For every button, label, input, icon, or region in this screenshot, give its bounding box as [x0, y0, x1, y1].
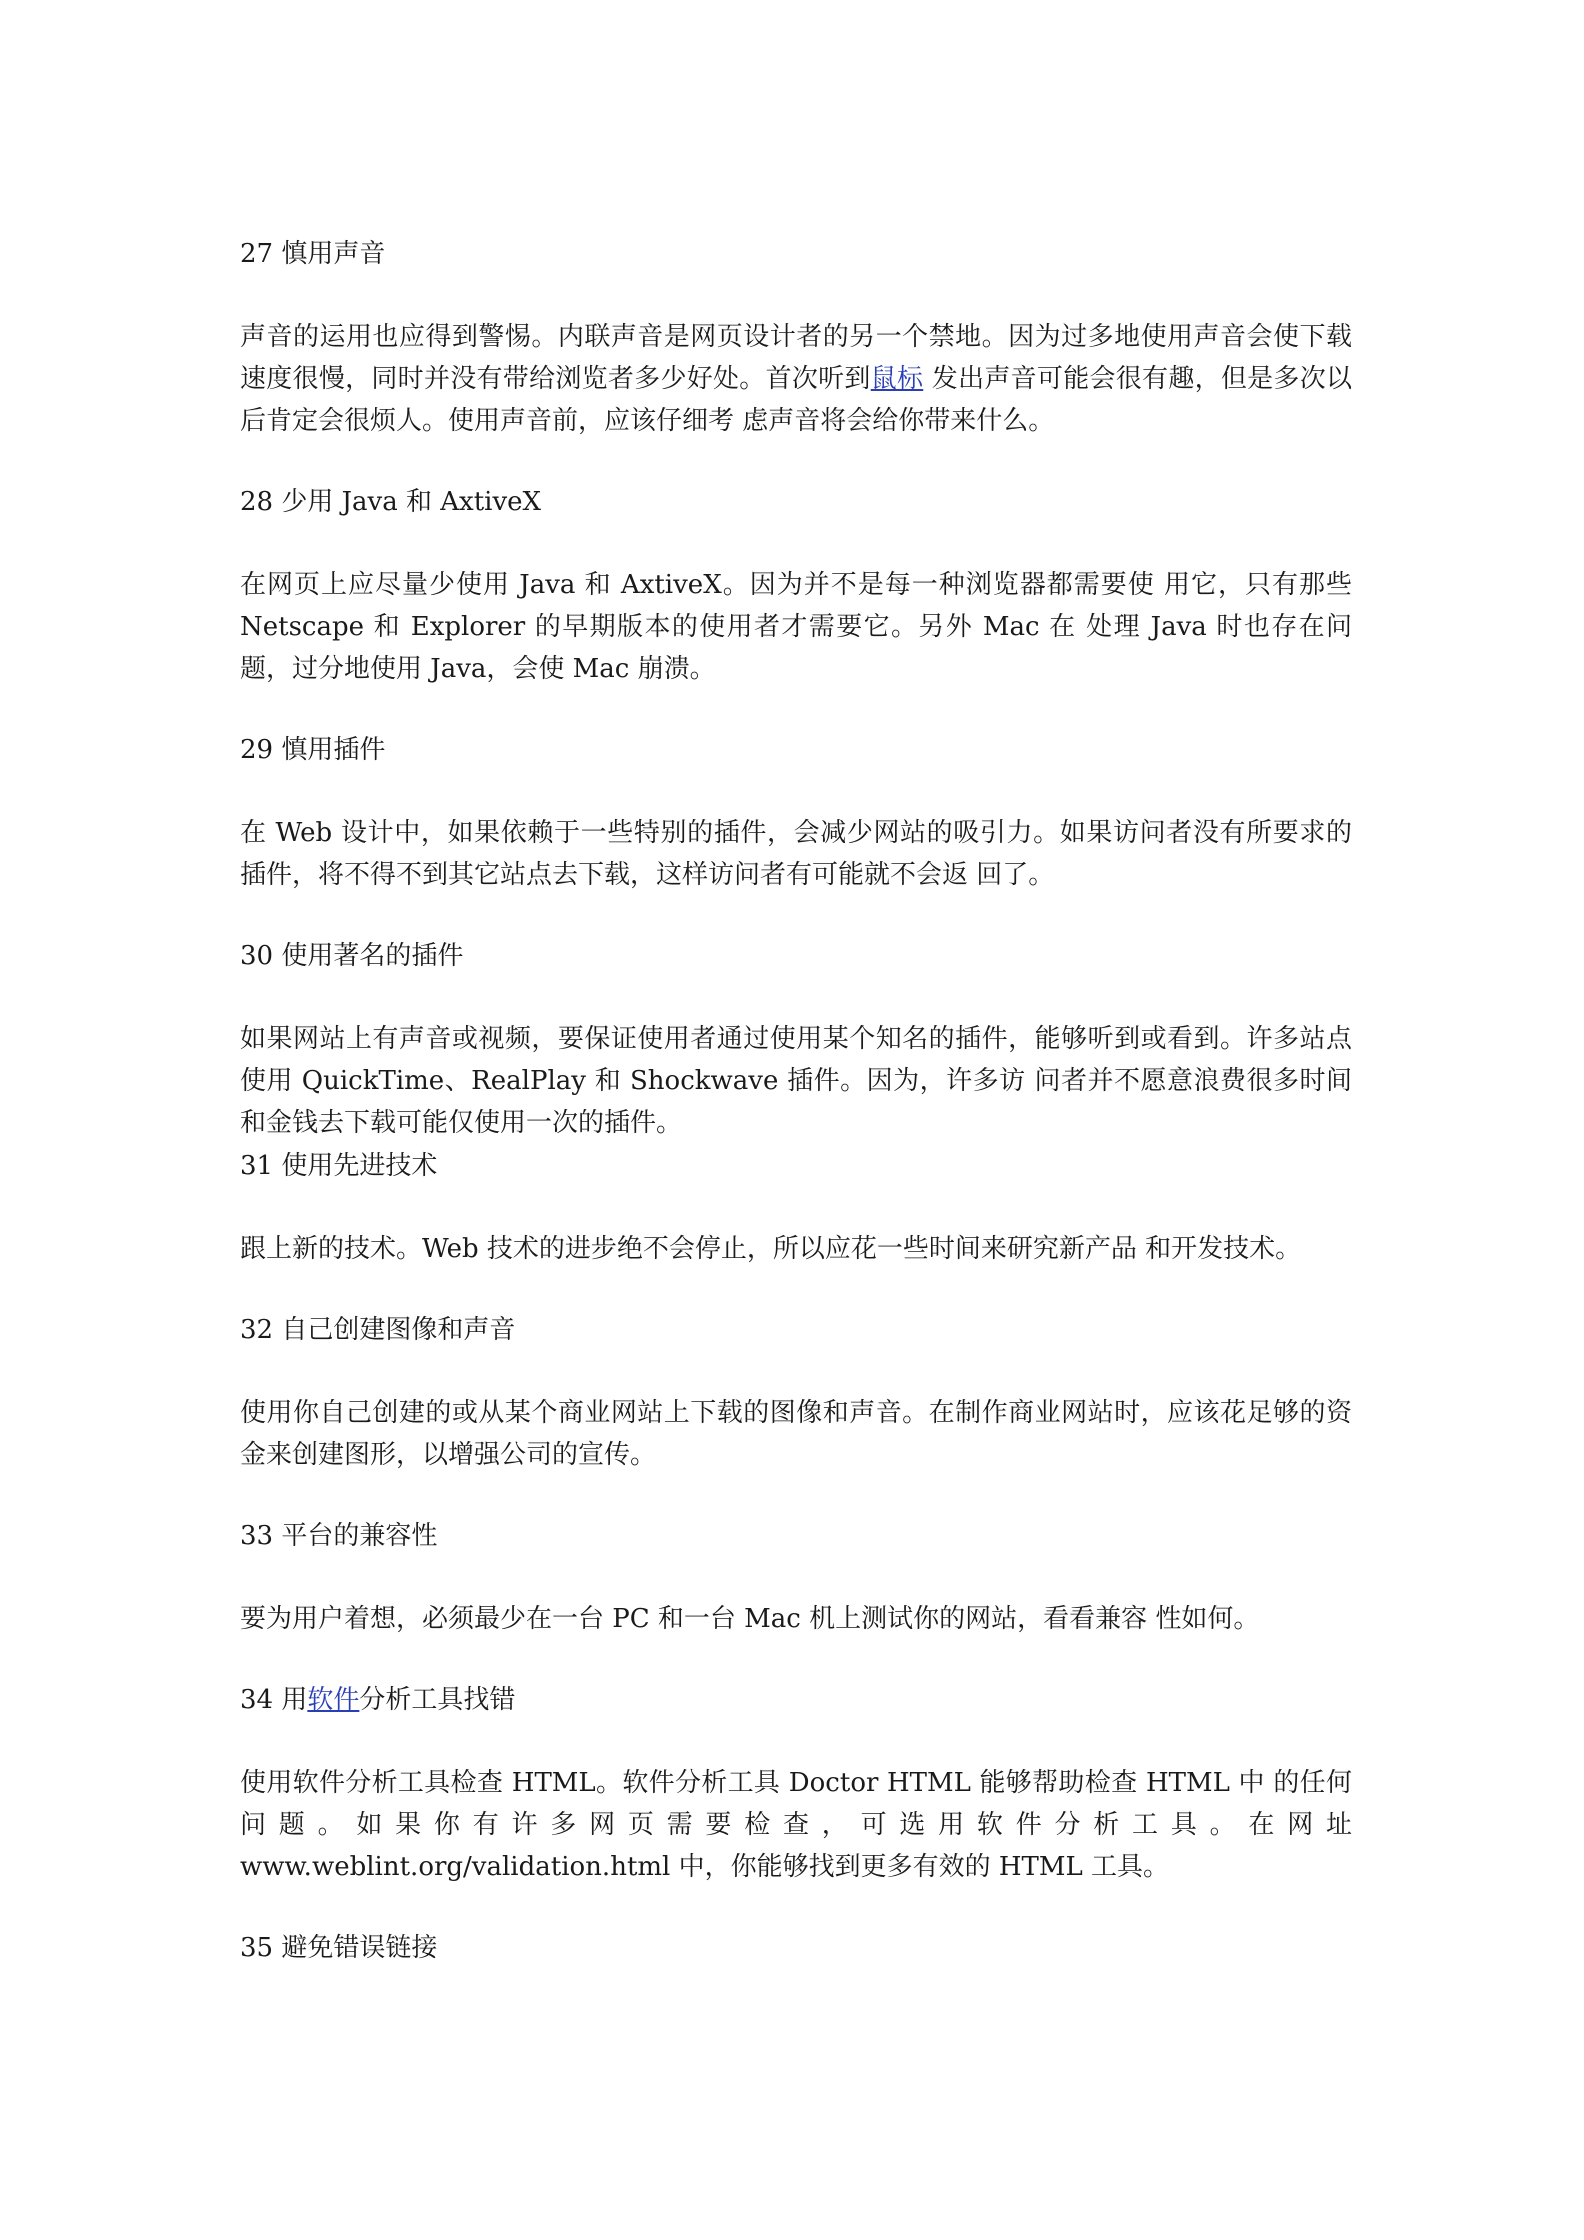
section-heading-33: 33 平台的兼容性	[240, 1521, 438, 1551]
heading-text: 34 用	[240, 1685, 308, 1715]
section-heading-30: 30 使用著名的插件	[240, 941, 464, 971]
section-heading-34	[240, 1678, 1352, 1722]
mouse-link[interactable]: 鼠标	[870, 364, 924, 394]
section-body-30: 如果网站上有声音或视频，要保证使用者通过使用某个知名的插件，能够听到或看到。许多站点使用 QuickTime、RealPlay 和 Shockwave 插件。因为，许多访 问者并不愿意浪费很多时间和金钱去下载可能仅使用一次的插件。	[240, 1024, 1352, 1138]
section-heading-31: 31 使用先进技术	[240, 1151, 438, 1181]
document-page	[240, 232, 1352, 1970]
section-body-28: 在网页上应尽量少使用 Java 和 AxtiveX。因为并不是每一种浏览器都需要使 用它，只有那些 Netscape 和 Explorer 的早期版本的使用者才需要它。另外 Mac 在 处理 Java 时也存在问题，过分地使用 Java，会使 Mac 崩溃。	[240, 570, 1352, 684]
section-heading-35: 35 避免错误链接	[240, 1933, 438, 1963]
body-text: 声音的运用也应得到警惕。内联声音是网页设计者的另一个禁地。因为过多地使用声音会使下载速度很慢，同时并没有带给浏览者多少好处。首次听到	[240, 322, 1352, 394]
section-body-27	[240, 316, 1352, 442]
section-heading-32: 32 自己创建图像和声音	[240, 1315, 516, 1345]
software-link[interactable]: 软件	[307, 1685, 360, 1715]
section-body-31: 跟上新的技术。Web 技术的进步绝不会停止，所以应花一些时间来研究新产品 和开发技术。	[240, 1234, 1302, 1264]
section-body-34: 使用软件分析工具检查 HTML。软件分析工具 Doctor HTML 能够帮助检查 HTML 中 的任何问题。如果你有许多网页需要检查，可选用软件分析工具。在网址 www.weblint.org/validation.html 中，你能够找到更多有效的 HTML 工具。	[240, 1768, 1352, 1882]
section-body-32: 使用你自己创建的或从某个商业网站上下载的图像和声音。在制作商业网站时，应该花足够的资金来创建图形，以增强公司的宣传。	[240, 1398, 1352, 1470]
section-heading-27: 27 慎用声音	[240, 239, 386, 269]
heading-text: 分析工具找错	[359, 1685, 516, 1715]
section-heading-29: 29 慎用插件	[240, 735, 386, 765]
section-body-29: 在 Web 设计中，如果依赖于一些特别的插件，会减少网站的吸引力。如果访问者没有所要求的插件，将不得不到其它站点去下载，这样访问者有可能就不会返 回了。	[240, 818, 1352, 890]
section-body-33: 要为用户着想，必须最少在一台 PC 和一台 Mac 机上测试你的网站，看看兼容 性如何。	[240, 1604, 1260, 1634]
section-heading-28: 28 少用 Java 和 AxtiveX	[240, 487, 542, 517]
body-text: 发出声音可能会很有趣，但是多次以后肯定会很烦人。使用声音前，应该仔细考 虑声音将会给你带来什么。	[240, 364, 1352, 436]
